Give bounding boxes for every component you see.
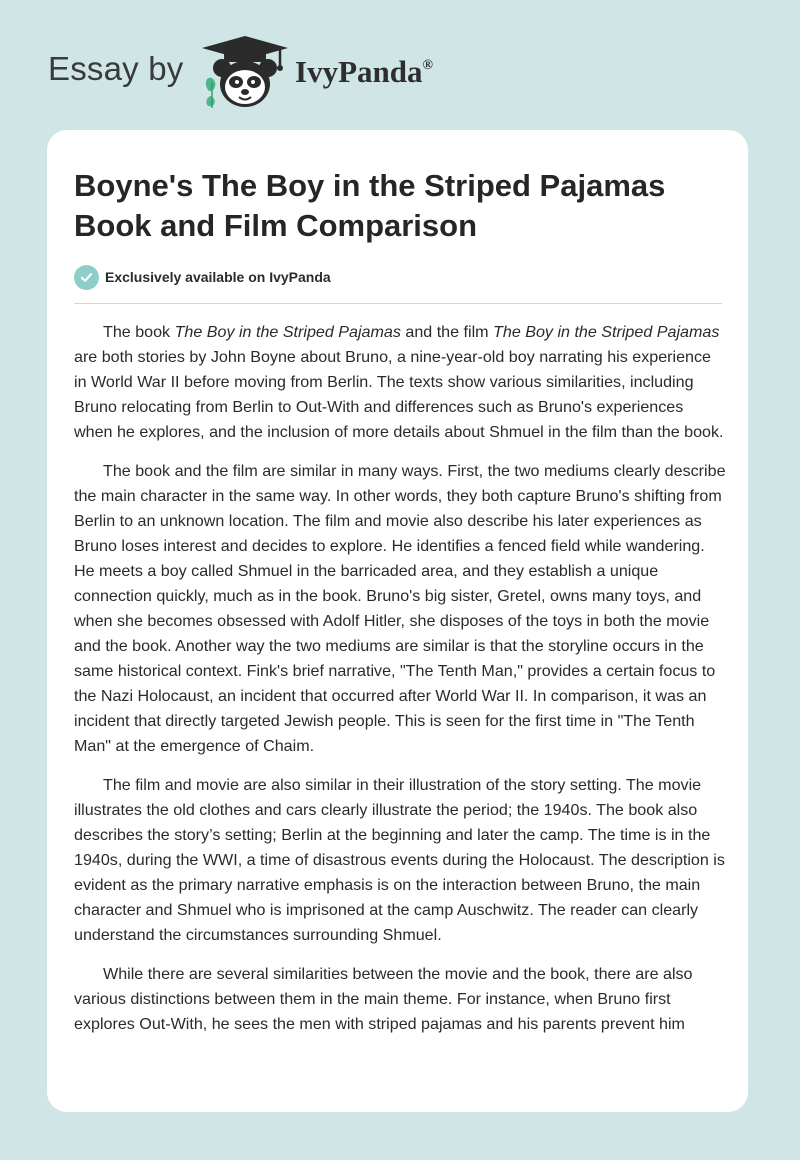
- paragraph-2: The book and the film are similar in many ways. First, the two mediums clearly describe the main character in the same way. In other words, they both capture Bruno's shifting from Berlin to an unknown location. The film and movie also describe his later experiences as Bruno loses interest and decides to explore. He identifies a fenced field while wandering. He meets a boy called Shmuel in the barricaded area, and they establish a unique connection quickly, much as in the book. Bruno's big sister, Gretel, owns many toys, and when she becomes obsessed with Adolf Hitler, she disposes of the toys in both the movie and the book. Another way the two mediums are similar is that the storyline occurs in the same historical context. Fink's brief narrative, "The Tenth Man," provides a certain focus to the Nazi Holocaust, an incident that occurred after World War II. In comparison, it was an incident that directly targeted Jewish people. This is seen for the first time in "The Tenth Man" at the emergence of Chaim.: [74, 462, 726, 755]
- essay-title: Boyne's The Boy in the Striped Pajamas Book and Film Comparison: [74, 168, 666, 243]
- paragraph-1: [74, 320, 726, 445]
- book-title: The Boy in the Striped Pajamas: [174, 323, 401, 341]
- divider: [74, 303, 722, 304]
- paragraph-4: While there are several similarities between the movie and the book, there are also various distinctions between them in the main theme. For instance, when Bruno first explores Out-With, he sees the men with striped pajamas and his parents prevent him: [74, 965, 693, 1033]
- check-icon: [74, 265, 99, 290]
- essay-body: [74, 320, 726, 1051]
- film-title: The Boy in the Striped Pajamas: [493, 323, 720, 341]
- essay-card: [47, 130, 748, 1112]
- brand-prefix: Essay by: [48, 50, 184, 87]
- paragraph-text: The book: [103, 323, 175, 341]
- exclusive-badge: [74, 264, 331, 290]
- panda-graduate-icon[interactable]: [200, 34, 290, 110]
- registered-mark: ®: [422, 57, 433, 73]
- badge-text: Exclusively available on IvyPanda: [105, 269, 331, 285]
- paragraph-text: and the film: [400, 323, 494, 341]
- paragraph-text: are both stories by John Boyne about Bruno, a nine-year-old boy narrating his experience in World War II before moving from Berlin. The texts show various similarities, including Bruno relocating from Berlin to Out-With and differences such as Bruno's experiences when he explores, and the inclusion of more details about Shmuel in the film than the book.: [74, 348, 724, 441]
- brand-name[interactable]: IvyPanda®: [295, 54, 433, 89]
- site-header: [0, 0, 800, 130]
- paragraph-3: The film and movie are also similar in their illustration of the story setting. The movie illustrates the old clothes and cars clearly illustrate the period; the 1940s. The book also describes the story’s setting; Berlin at the beginning and later the camp. The time is in the 1940s, during the WWI, a time of disastrous events during the Holocaust. The description is evident as the primary narrative emphasis is on the interaction between Bruno, the main character and Shmuel who is imprisoned at the camp Auschwitz. The reader can clearly understand the circumstances surrounding Shmuel.: [74, 776, 725, 944]
